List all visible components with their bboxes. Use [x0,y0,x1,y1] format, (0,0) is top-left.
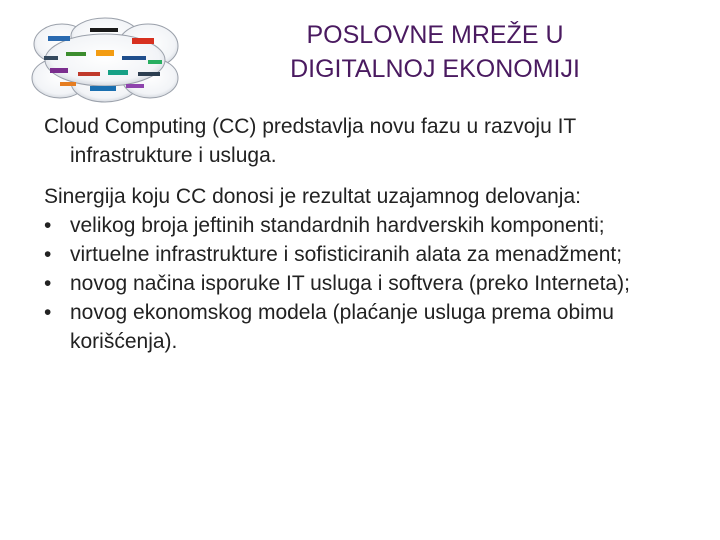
bullet-icon: • [44,301,52,324]
list-item [44,269,684,298]
list-item [44,211,684,240]
title-line-1: POSLOVNE MREŽE U [306,21,564,49]
bullet-icon: • [44,272,52,295]
slide-body [44,112,684,356]
list-item-text: novog načina isporuke IT usluga i softvera (preko Interneta); [70,272,630,295]
cloud-computing-logos-icon [30,16,180,104]
list-item [44,240,684,269]
list-item [44,298,684,356]
page-title [210,18,660,86]
title-line-2: DIGITALNOJ EKONOMIJI [290,55,580,83]
list-item-text: novog ekonomskog modela (plaćanje usluga prema obimu korišćenja). [70,301,614,353]
bullet-list [44,211,684,356]
paragraph-synergy: Sinergija koju CC donosi je rezultat uzajamnog delovanja: [44,185,581,208]
list-item-text: virtuelne infrastrukture i sofisticiranih alata za menadžment; [70,243,623,266]
bullet-icon: • [44,243,52,266]
list-item-text: velikog broja jeftinih standardnih hardverskih komponenti; [70,214,605,237]
bullet-icon: • [44,214,52,237]
paragraph-cloud-computing: Cloud Computing (CC) predstavlja novu fazu u razvoju IT infrastrukture i usluga. [44,115,576,167]
